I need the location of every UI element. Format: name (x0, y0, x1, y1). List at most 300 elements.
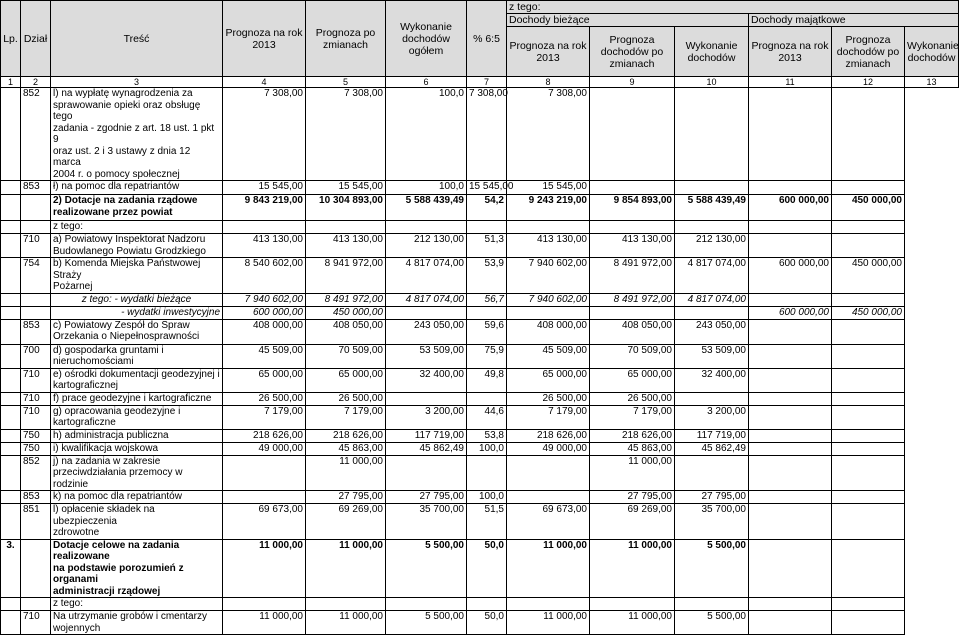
value-cell (832, 429, 905, 442)
row-description (51, 611, 223, 635)
row-lp (1, 293, 21, 306)
value-cell (832, 455, 905, 491)
row-description (51, 405, 223, 429)
value-cell (590, 88, 675, 181)
value-cell (832, 504, 905, 540)
value-cell (386, 221, 467, 234)
value-cell (675, 88, 749, 181)
value-cell: 35 700,00 (386, 504, 467, 540)
value-cell: 600 000,00 (223, 306, 306, 319)
value-cell: 408 000,00 (507, 319, 590, 344)
value-cell: 450 000,00 (832, 258, 905, 294)
row-lp (1, 442, 21, 455)
row-lp (1, 611, 21, 635)
value-cell: 49 000,00 (223, 442, 306, 455)
value-cell: 15 545,00 (467, 181, 507, 195)
value-cell: 27 795,00 (590, 491, 675, 504)
row-dzial: 710 (21, 368, 51, 392)
row-dzial: 750 (21, 429, 51, 442)
row-lp (1, 88, 21, 181)
row-description (51, 293, 223, 306)
description-line: g) opracowania geodezyjne i (53, 405, 181, 417)
value-cell: 45 509,00 (507, 344, 590, 368)
value-cell (749, 392, 832, 405)
description-line: c) Powiatowy Zespół do Spraw (53, 319, 190, 331)
value-cell: 15 545,00 (306, 181, 386, 195)
value-cell (223, 491, 306, 504)
value-cell (675, 455, 749, 491)
value-cell (306, 598, 386, 611)
header-wykonanie-ogolem: Wykonanie dochodów ogółem (386, 1, 467, 77)
value-cell (832, 344, 905, 368)
value-cell: 32 400,00 (675, 368, 749, 392)
value-cell (749, 598, 832, 611)
description-line: Pożarnej (53, 281, 93, 292)
value-cell (749, 344, 832, 368)
table-row (1, 598, 959, 611)
value-cell: 50,0 (467, 539, 507, 598)
value-cell: 11 000,00 (306, 455, 386, 491)
value-cell (832, 392, 905, 405)
value-cell: 408 050,00 (306, 319, 386, 344)
value-cell (223, 455, 306, 491)
value-cell (675, 598, 749, 611)
value-cell: 11 000,00 (590, 539, 675, 598)
value-cell: 69 673,00 (507, 504, 590, 540)
description-line: b) Komenda Miejska Państwowej Straży (53, 258, 201, 281)
description-line: a) Powiatowy Inspektorat Nadzoru (53, 234, 206, 245)
value-cell: 11 000,00 (306, 611, 386, 635)
table-row (1, 368, 959, 392)
value-cell: 11 000,00 (590, 611, 675, 635)
row-dzial: 754 (21, 258, 51, 294)
description-line: - wydatki inwestycyjne (121, 306, 220, 318)
value-cell (507, 491, 590, 504)
value-cell: 413 130,00 (223, 234, 306, 258)
value-cell: 5 500,00 (386, 611, 467, 635)
row-dzial: 853 (21, 319, 51, 344)
value-cell: 218 626,00 (306, 429, 386, 442)
value-cell: 8 491 972,00 (590, 258, 675, 294)
description-line: d) gospodarka gruntami i (53, 344, 164, 356)
table-header (1, 1, 959, 88)
value-cell: 11 000,00 (306, 539, 386, 598)
row-dzial: 852 (21, 88, 51, 181)
value-cell: 7 940 602,00 (507, 293, 590, 306)
value-cell (467, 221, 507, 234)
row-description (51, 181, 223, 195)
header-biezace-wykonanie: Wykonanie dochodów (675, 27, 749, 77)
value-cell: 51,5 (467, 504, 507, 540)
description-line: ł) na pomoc dla repatriantów (53, 181, 180, 192)
header-dochody-majatkowe: Dochody majątkowe (749, 14, 959, 27)
value-cell: 7 179,00 (507, 405, 590, 429)
value-cell: 100,0 (467, 442, 507, 455)
table-row (1, 539, 959, 598)
row-description (51, 392, 223, 405)
value-cell: 413 130,00 (590, 234, 675, 258)
description-line: kartograficznej (53, 380, 119, 391)
value-cell: 9 243 219,00 (507, 195, 590, 221)
description-line: przeciwdziałania przemocy w rodzinie (53, 467, 183, 490)
header-dochody-biezace: Dochody bieżące (507, 14, 749, 27)
row-description (51, 429, 223, 442)
row-lp (1, 504, 21, 540)
row-dzial (21, 539, 51, 598)
colnum: 5 (306, 77, 386, 88)
value-cell (749, 504, 832, 540)
row-lp (1, 344, 21, 368)
description-line: f) prace geodezyjne i kartograficzne (53, 392, 212, 404)
row-dzial (21, 598, 51, 611)
row-lp (1, 598, 21, 611)
description-line: Dotacje celowe na zadania realizowane (53, 539, 180, 562)
value-cell: 49 000,00 (507, 442, 590, 455)
table-row (1, 258, 959, 294)
header-majatkowe-prognoza-po: Prognoza dochodów po zmianach (832, 27, 905, 77)
description-line: e) ośrodki dokumentacji geodezyjnej i (53, 368, 220, 380)
table-row (1, 405, 959, 429)
description-line: kartograficzne (53, 417, 116, 428)
row-description (51, 598, 223, 611)
value-cell (223, 598, 306, 611)
row-lp (1, 491, 21, 504)
header-prognoza-rok: Prognoza na rok 2013 (223, 1, 306, 77)
header-percent: % 6:5 (467, 1, 507, 77)
value-cell: 4 817 074,00 (675, 258, 749, 294)
header-biezace-prognoza-rok: Prognoza na rok 2013 (507, 27, 590, 77)
value-cell (306, 221, 386, 234)
value-cell: 8 941 972,00 (306, 258, 386, 294)
row-lp (1, 368, 21, 392)
value-cell: 70 509,00 (590, 344, 675, 368)
description-line: i) kwalifikacja wojskowa (53, 442, 159, 454)
row-description (51, 88, 223, 181)
value-cell: 27 795,00 (675, 491, 749, 504)
value-cell: 100,0 (467, 491, 507, 504)
row-dzial (21, 293, 51, 306)
table-row (1, 88, 959, 181)
value-cell: 53,9 (467, 258, 507, 294)
value-cell (832, 293, 905, 306)
value-cell (749, 88, 832, 181)
row-lp (1, 181, 21, 195)
value-cell: 5 500,00 (386, 539, 467, 598)
value-cell (832, 442, 905, 455)
colnum: 3 (51, 77, 223, 88)
value-cell: 212 130,00 (675, 234, 749, 258)
value-cell (749, 611, 832, 635)
row-lp (1, 405, 21, 429)
description-line: na podstawie porozumień z organami (53, 562, 184, 585)
value-cell: 8 540 602,00 (223, 258, 306, 294)
row-dzial: 710 (21, 611, 51, 635)
table-row (1, 344, 959, 368)
header-z-tego: z tego: (507, 1, 959, 14)
value-cell: 69 269,00 (306, 504, 386, 540)
table-row (1, 319, 959, 344)
value-cell: 408 050,00 (590, 319, 675, 344)
value-cell: 7 940 602,00 (223, 293, 306, 306)
row-lp (1, 392, 21, 405)
value-cell: 10 304 893,00 (306, 195, 386, 221)
value-cell (832, 88, 905, 181)
description-line: Orzekania o Niepełnosprawności (53, 331, 200, 342)
value-cell (749, 405, 832, 429)
value-cell: 69 269,00 (590, 504, 675, 540)
description-line: oraz ust. 2 i 3 ustawy z dnia 12 marca (53, 145, 191, 168)
column-numbers-row (1, 77, 959, 88)
value-cell: 4 817 074,00 (386, 293, 467, 306)
header-biezace-prognoza-po: Prognoza dochodów po zmianach (590, 27, 675, 77)
colnum: 7 (467, 77, 507, 88)
description-line: k) na pomoc dla repatriantów (53, 491, 182, 502)
table-row (1, 306, 959, 319)
value-cell: 11 000,00 (590, 455, 675, 491)
value-cell: 7 179,00 (590, 405, 675, 429)
value-cell: 212 130,00 (386, 234, 467, 258)
table-row (1, 195, 959, 221)
value-cell: 9 854 893,00 (590, 195, 675, 221)
colnum: 9 (590, 77, 675, 88)
value-cell: 600 000,00 (749, 195, 832, 221)
table-row (1, 611, 959, 635)
colnum: 6 (386, 77, 467, 88)
row-lp (1, 258, 21, 294)
value-cell: 7 308,00 (507, 88, 590, 181)
value-cell (386, 306, 467, 319)
table-body (1, 88, 959, 635)
value-cell (507, 598, 590, 611)
description-line: 2004 r. o pomocy społecznej (53, 168, 180, 180)
table-row (1, 293, 959, 306)
value-cell (832, 368, 905, 392)
value-cell: 100,0 (386, 88, 467, 181)
value-cell: 45 862,49 (675, 442, 749, 455)
description-line: z tego: (53, 598, 84, 609)
value-cell: 100,0 (386, 181, 467, 195)
value-cell: 9 843 219,00 (223, 195, 306, 221)
value-cell (832, 221, 905, 234)
value-cell: 5 588 439,49 (386, 195, 467, 221)
colnum: 4 (223, 77, 306, 88)
value-cell: 408 000,00 (223, 319, 306, 344)
value-cell: 53,8 (467, 429, 507, 442)
value-cell (832, 405, 905, 429)
value-cell: 8 491 972,00 (590, 293, 675, 306)
value-cell: 11 000,00 (223, 539, 306, 598)
row-description (51, 234, 223, 258)
value-cell: 5 500,00 (675, 539, 749, 598)
colnum: 2 (21, 77, 51, 88)
value-cell (590, 306, 675, 319)
value-cell: 600 000,00 (749, 258, 832, 294)
value-cell (832, 319, 905, 344)
value-cell: 45 863,00 (590, 442, 675, 455)
value-cell: 26 500,00 (507, 392, 590, 405)
description-line: j) na zadania w zakresie (53, 455, 161, 467)
value-cell: 7 179,00 (306, 405, 386, 429)
row-dzial: 710 (21, 234, 51, 258)
value-cell: 65 000,00 (306, 368, 386, 392)
value-cell: 26 500,00 (590, 392, 675, 405)
row-description (51, 221, 223, 234)
row-lp (1, 195, 21, 221)
value-cell (467, 598, 507, 611)
value-cell: 218 626,00 (590, 429, 675, 442)
colnum: 13 (905, 77, 959, 88)
table-row (1, 491, 959, 504)
header-lp: Lp. (1, 1, 21, 77)
value-cell: 450 000,00 (832, 195, 905, 221)
value-cell: 26 500,00 (223, 392, 306, 405)
value-cell: 11 000,00 (223, 611, 306, 635)
value-cell: 7 308,00 (223, 88, 306, 181)
row-lp: 3. (1, 539, 21, 598)
row-dzial: 710 (21, 405, 51, 429)
value-cell (749, 293, 832, 306)
value-cell: 26 500,00 (306, 392, 386, 405)
value-cell: 450 000,00 (306, 306, 386, 319)
value-cell (507, 455, 590, 491)
value-cell: 4 817 074,00 (675, 293, 749, 306)
value-cell (386, 455, 467, 491)
row-description (51, 258, 223, 294)
value-cell (832, 491, 905, 504)
value-cell: 218 626,00 (223, 429, 306, 442)
value-cell: 5 500,00 (675, 611, 749, 635)
description-line: h) administracja publiczna (53, 429, 169, 441)
value-cell (749, 221, 832, 234)
table-row (1, 234, 959, 258)
table-row (1, 392, 959, 405)
description-line: zadania - zgodnie z art. 18 ust. 1 pkt 9 (53, 122, 215, 145)
value-cell (832, 539, 905, 598)
description-line: nieruchomościami (53, 356, 134, 367)
value-cell (467, 306, 507, 319)
description-line: wojennych (53, 622, 101, 634)
table-row (1, 181, 959, 195)
value-cell: 27 795,00 (306, 491, 386, 504)
value-cell: 413 130,00 (306, 234, 386, 258)
value-cell (832, 611, 905, 635)
value-cell: 35 700,00 (675, 504, 749, 540)
value-cell: 59,6 (467, 319, 507, 344)
value-cell (590, 221, 675, 234)
value-cell: 11 000,00 (507, 611, 590, 635)
value-cell (749, 181, 832, 195)
value-cell (749, 442, 832, 455)
value-cell: 15 545,00 (223, 181, 306, 195)
header-dzial: Dział (21, 1, 51, 77)
description-line: administracji rządowej (53, 585, 161, 597)
value-cell: 243 050,00 (675, 319, 749, 344)
value-cell: 50,0 (467, 611, 507, 635)
row-lp (1, 319, 21, 344)
description-line: sprawowanie opieki oraz obsługę tego (53, 99, 201, 122)
description-line: 2) Dotacje na zadania rządowe (53, 195, 198, 206)
value-cell (749, 455, 832, 491)
row-dzial: 851 (21, 504, 51, 540)
row-description (51, 319, 223, 344)
row-dzial: 852 (21, 455, 51, 491)
value-cell (223, 221, 306, 234)
value-cell: 11 000,00 (507, 539, 590, 598)
value-cell: 51,3 (467, 234, 507, 258)
value-cell (675, 221, 749, 234)
value-cell (467, 392, 507, 405)
value-cell: 45 863,00 (306, 442, 386, 455)
value-cell (590, 598, 675, 611)
value-cell: 75,9 (467, 344, 507, 368)
value-cell: 117 719,00 (386, 429, 467, 442)
row-lp (1, 221, 21, 234)
value-cell: 7 308,00 (467, 88, 507, 181)
value-cell (675, 181, 749, 195)
row-description (51, 368, 223, 392)
row-dzial (21, 195, 51, 221)
value-cell: 413 130,00 (507, 234, 590, 258)
description-line: z tego: - wydatki bieżące (81, 293, 192, 305)
value-cell: 53 509,00 (386, 344, 467, 368)
row-dzial: 750 (21, 442, 51, 455)
value-cell: 117 719,00 (675, 429, 749, 442)
description-line: realizowane przez powiat (53, 206, 173, 218)
value-cell: 69 673,00 (223, 504, 306, 540)
value-cell: 32 400,00 (386, 368, 467, 392)
value-cell: 7 940 602,00 (507, 258, 590, 294)
colnum: 10 (675, 77, 749, 88)
value-cell: 15 545,00 (507, 181, 590, 195)
row-description (51, 455, 223, 491)
row-dzial: 700 (21, 344, 51, 368)
value-cell: 27 795,00 (386, 491, 467, 504)
description-line: l) opłacenie składek na ubezpieczenia (53, 504, 155, 527)
colnum: 12 (832, 77, 905, 88)
row-dzial (21, 221, 51, 234)
row-description (51, 306, 223, 319)
row-description (51, 504, 223, 540)
value-cell: 54,2 (467, 195, 507, 221)
value-cell: 45 509,00 (223, 344, 306, 368)
value-cell: 218 626,00 (507, 429, 590, 442)
value-cell (832, 234, 905, 258)
row-description (51, 539, 223, 598)
row-lp (1, 455, 21, 491)
value-cell: 49,8 (467, 368, 507, 392)
value-cell (749, 539, 832, 598)
value-cell: 3 200,00 (675, 405, 749, 429)
colnum: 8 (507, 77, 590, 88)
value-cell: 4 817 074,00 (386, 258, 467, 294)
header-tresc: Treść (51, 1, 223, 77)
header-prognoza-po: Prognoza po zmianach (306, 1, 386, 77)
row-description (51, 491, 223, 504)
value-cell: 7 308,00 (306, 88, 386, 181)
value-cell: 65 000,00 (507, 368, 590, 392)
value-cell: 65 000,00 (223, 368, 306, 392)
colnum: 1 (1, 77, 21, 88)
header-majatkowe-wykonanie: Wykonanie dochodów (905, 27, 959, 77)
row-description (51, 195, 223, 221)
value-cell: 53 509,00 (675, 344, 749, 368)
value-cell (749, 368, 832, 392)
value-cell: 600 000,00 (749, 306, 832, 319)
description-line: z tego: (53, 221, 84, 232)
table-row (1, 221, 959, 234)
colnum: 11 (749, 77, 832, 88)
row-dzial (21, 306, 51, 319)
